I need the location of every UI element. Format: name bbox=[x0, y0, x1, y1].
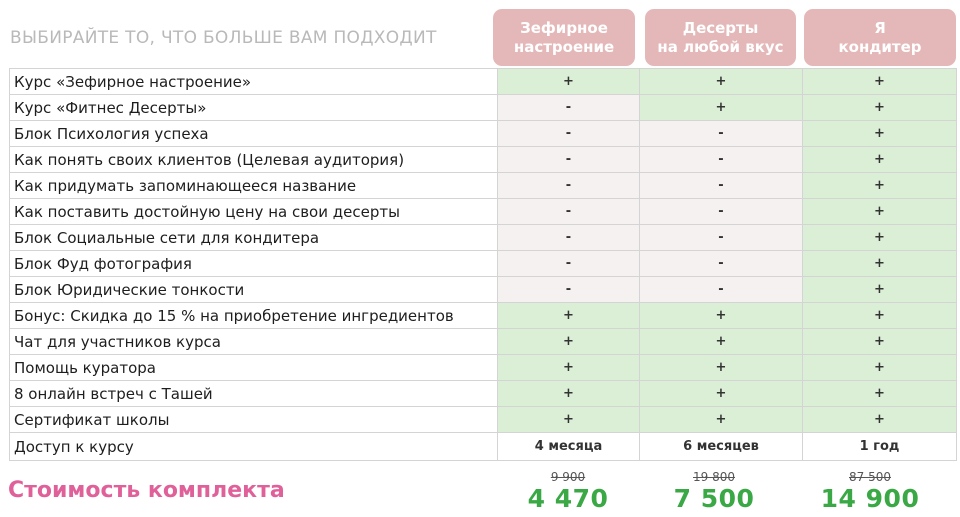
price-konditer bbox=[795, 470, 945, 514]
plan-header-konditer[interactable] bbox=[804, 9, 956, 66]
excluded-cell: - bbox=[498, 277, 640, 303]
included-cell: + bbox=[640, 329, 803, 355]
table-row bbox=[10, 147, 957, 173]
feature-label: Как придумать запоминающееся название bbox=[10, 173, 498, 199]
included-cell: + bbox=[803, 329, 957, 355]
included-cell: + bbox=[803, 147, 957, 173]
excluded-cell: - bbox=[498, 173, 640, 199]
plan-header-line2: кондитер bbox=[838, 37, 922, 56]
plan-header-line2: настроение bbox=[513, 37, 615, 56]
included-cell: + bbox=[803, 277, 957, 303]
excluded-cell: - bbox=[498, 225, 640, 251]
comparison-table bbox=[9, 68, 957, 461]
table-row bbox=[10, 277, 957, 303]
plan-header-line1: Десерты bbox=[682, 18, 759, 37]
feature-label: Курс «Зефирное настроение» bbox=[10, 69, 498, 95]
new-price: 4 470 bbox=[527, 484, 609, 513]
included-cell: + bbox=[803, 225, 957, 251]
included-cell: + bbox=[803, 173, 957, 199]
price-title: Стоимость комплекта bbox=[8, 478, 285, 503]
included-cell: + bbox=[803, 121, 957, 147]
table-row bbox=[10, 355, 957, 381]
page-heading: ВЫБИРАЙТЕ ТО, ЧТО БОЛЬШЕ ВАМ ПОДХОДИТ bbox=[10, 28, 437, 48]
included-cell: + bbox=[498, 69, 640, 95]
feature-label: Бонус: Скидка до 15 % на приобретение ингредиентов bbox=[10, 303, 498, 329]
old-price: 9 900 bbox=[550, 470, 586, 484]
included-cell: + bbox=[498, 303, 640, 329]
included-cell: + bbox=[640, 95, 803, 121]
included-cell: + bbox=[640, 69, 803, 95]
plan-header-zefir[interactable] bbox=[493, 9, 635, 66]
included-cell: + bbox=[640, 355, 803, 381]
excluded-cell: - bbox=[640, 199, 803, 225]
included-cell: + bbox=[803, 355, 957, 381]
included-cell: + bbox=[498, 355, 640, 381]
excluded-cell: - bbox=[640, 277, 803, 303]
table-row bbox=[10, 69, 957, 95]
excluded-cell: - bbox=[640, 147, 803, 173]
old-price: 87 500 bbox=[849, 470, 891, 484]
plan-header-deserty[interactable] bbox=[645, 9, 796, 66]
table-row bbox=[10, 121, 957, 147]
plan-header-line1: Зефирное bbox=[520, 18, 608, 37]
feature-label: 8 онлайн встреч с Ташей bbox=[10, 381, 498, 407]
included-cell: + bbox=[803, 407, 957, 433]
table-row bbox=[10, 199, 957, 225]
excluded-cell: - bbox=[640, 121, 803, 147]
feature-label: Как понять своих клиентов (Целевая аудитория) bbox=[10, 147, 498, 173]
feature-label: Сертификат школы bbox=[10, 407, 498, 433]
new-price: 14 900 bbox=[820, 484, 920, 513]
excluded-cell: - bbox=[640, 251, 803, 277]
feature-label: Блок Психология успеха bbox=[10, 121, 498, 147]
included-cell: + bbox=[640, 303, 803, 329]
access-duration-cell: 4 месяца bbox=[498, 433, 640, 461]
excluded-cell: - bbox=[498, 147, 640, 173]
included-cell: + bbox=[640, 381, 803, 407]
access-duration-cell: 6 месяцев bbox=[640, 433, 803, 461]
included-cell: + bbox=[640, 407, 803, 433]
old-price: 19 800 bbox=[693, 470, 735, 484]
feature-label: Блок Юридические тонкости bbox=[10, 277, 498, 303]
table-row bbox=[10, 407, 957, 433]
table-row bbox=[10, 173, 957, 199]
access-duration-cell: 1 год bbox=[803, 433, 957, 461]
table-row bbox=[10, 381, 957, 407]
feature-label: Как поставить достойную цену на свои десерты bbox=[10, 199, 498, 225]
excluded-cell: - bbox=[498, 199, 640, 225]
included-cell: + bbox=[803, 95, 957, 121]
plan-header-line1: Я bbox=[874, 18, 886, 37]
excluded-cell: - bbox=[498, 95, 640, 121]
feature-label: Курс «Фитнес Десерты» bbox=[10, 95, 498, 121]
included-cell: + bbox=[803, 69, 957, 95]
plan-header-line2: на любой вкус bbox=[657, 37, 784, 56]
price-deserty bbox=[639, 470, 789, 514]
included-cell: + bbox=[498, 407, 640, 433]
table-row bbox=[10, 95, 957, 121]
included-cell: + bbox=[803, 199, 957, 225]
table-row bbox=[10, 225, 957, 251]
included-cell: + bbox=[803, 381, 957, 407]
included-cell: + bbox=[498, 329, 640, 355]
comparison-table-body bbox=[10, 69, 957, 461]
feature-label: Блок Социальные сети для кондитера bbox=[10, 225, 498, 251]
table-row bbox=[10, 329, 957, 355]
included-cell: + bbox=[803, 303, 957, 329]
excluded-cell: - bbox=[640, 173, 803, 199]
feature-label: Доступ к курсу bbox=[10, 433, 498, 461]
table-row bbox=[10, 251, 957, 277]
feature-label: Чат для участников курса bbox=[10, 329, 498, 355]
table-row bbox=[10, 303, 957, 329]
excluded-cell: - bbox=[640, 225, 803, 251]
included-cell: + bbox=[803, 251, 957, 277]
excluded-cell: - bbox=[498, 251, 640, 277]
excluded-cell: - bbox=[498, 121, 640, 147]
table-row-access bbox=[10, 433, 957, 461]
included-cell: + bbox=[498, 381, 640, 407]
price-zefir bbox=[493, 470, 643, 514]
new-price: 7 500 bbox=[673, 484, 755, 513]
feature-label: Блок Фуд фотография bbox=[10, 251, 498, 277]
feature-label: Помощь куратора bbox=[10, 355, 498, 381]
